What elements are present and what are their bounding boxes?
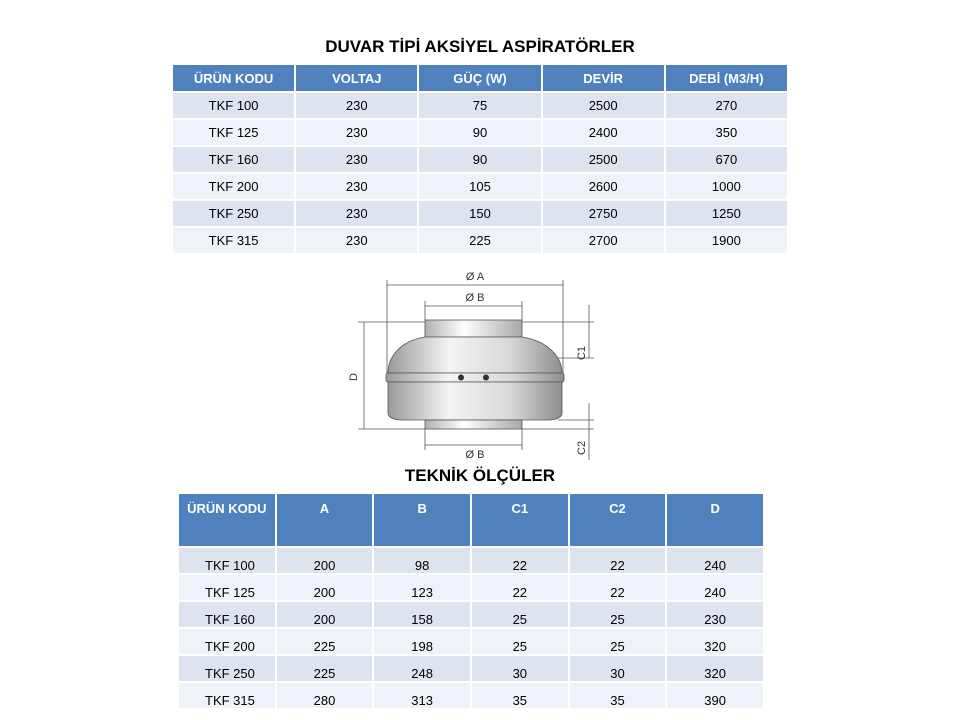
table-cell: 30: [570, 656, 666, 681]
header-b: B: [374, 494, 470, 546]
table-cell: 230: [296, 147, 417, 172]
table-cell: 270: [666, 93, 787, 118]
table-row: [179, 629, 763, 654]
table-cell: 98: [374, 548, 470, 573]
header-c2: C2: [570, 494, 666, 546]
table-row: [173, 174, 787, 199]
table-row: [179, 656, 763, 681]
table-cell: 25: [570, 602, 666, 627]
table-cell: 225: [419, 228, 540, 253]
table-cell: 225: [277, 629, 373, 654]
table-cell: 240: [667, 575, 763, 600]
table-cell: TKF 125: [179, 575, 275, 600]
table-cell: 320: [667, 629, 763, 654]
table-cell: 350: [666, 120, 787, 145]
table-row: [173, 120, 787, 145]
table-cell: 1000: [666, 174, 787, 199]
header-c1: C1: [472, 494, 568, 546]
table-cell: 1250: [666, 201, 787, 226]
table-header-row: [179, 494, 763, 546]
dimension-label-c1: C1: [576, 345, 588, 361]
table-cell: 150: [419, 201, 540, 226]
header-power: GÜÇ (W): [419, 65, 540, 91]
table-cell: 313: [374, 683, 470, 708]
table-cell: 230: [296, 228, 417, 253]
table-cell: 35: [570, 683, 666, 708]
table-row: [179, 575, 763, 600]
header-voltage: VOLTAJ: [296, 65, 417, 91]
table-cell: 390: [667, 683, 763, 708]
table-cell: 22: [472, 548, 568, 573]
table-cell: TKF 200: [173, 174, 294, 199]
dimension-label-a: Ø A: [465, 271, 485, 283]
dimension-label-b-bottom: Ø B: [465, 449, 485, 461]
section-title: TEKNİK ÖLÇÜLER: [404, 466, 556, 485]
table-cell: 248: [374, 656, 470, 681]
table-cell: 230: [667, 602, 763, 627]
header-d: D: [667, 494, 763, 546]
table-cell: 35: [472, 683, 568, 708]
table-cell: 200: [277, 548, 373, 573]
table-cell: TKF 160: [179, 602, 275, 627]
table-header-row: [173, 65, 787, 91]
table-row: [173, 201, 787, 226]
table-cell: 2400: [543, 120, 664, 145]
table-cell: 30: [472, 656, 568, 681]
table-cell: 90: [419, 120, 540, 145]
table-cell: TKF 200: [179, 629, 275, 654]
dimension-label-d: D: [348, 373, 360, 381]
page-title: DUVAR TİPİ AKSİYEL ASPİRATÖRLER: [325, 37, 635, 56]
technical-dimensions-table: [177, 492, 765, 710]
dimension-label-b-top: Ø B: [465, 292, 485, 304]
table-cell: 158: [374, 602, 470, 627]
table-cell: 25: [570, 629, 666, 654]
header-product-code: ÜRÜN KODU: [179, 494, 275, 546]
table-cell: 230: [296, 174, 417, 199]
header-rpm: DEVİR: [543, 65, 664, 91]
table-cell: 75: [419, 93, 540, 118]
table-row: [179, 683, 763, 708]
table-cell: TKF 250: [179, 656, 275, 681]
table-cell: 240: [667, 548, 763, 573]
table-cell: TKF 315: [173, 228, 294, 253]
table-cell: 25: [472, 629, 568, 654]
table-cell: 230: [296, 201, 417, 226]
table-cell: 2750: [543, 201, 664, 226]
table-cell: 225: [277, 656, 373, 681]
table-cell: 22: [472, 575, 568, 600]
table-row: [179, 548, 763, 573]
table-cell: 123: [374, 575, 470, 600]
table-cell: 2500: [543, 93, 664, 118]
table-cell: 200: [277, 575, 373, 600]
table-cell: 25: [472, 602, 568, 627]
table-cell: TKF 250: [173, 201, 294, 226]
product-specs-table: [171, 63, 789, 255]
table-cell: 670: [666, 147, 787, 172]
table-cell: 90: [419, 147, 540, 172]
table-row: [173, 147, 787, 172]
header-product-code: ÜRÜN KODU: [173, 65, 294, 91]
table-cell: TKF 125: [173, 120, 294, 145]
table-cell: TKF 160: [173, 147, 294, 172]
header-flow: DEBİ (M3/H): [666, 65, 787, 91]
table-cell: 2700: [543, 228, 664, 253]
header-a: A: [277, 494, 373, 546]
table-cell: 2600: [543, 174, 664, 199]
table-cell: TKF 100: [173, 93, 294, 118]
table-cell: 2500: [543, 147, 664, 172]
table-cell: 22: [570, 575, 666, 600]
table-cell: 22: [570, 548, 666, 573]
table-cell: 320: [667, 656, 763, 681]
table-cell: 200: [277, 602, 373, 627]
fan-dimension-diagram: [340, 265, 620, 465]
table-cell: 280: [277, 683, 373, 708]
table-cell: 1900: [666, 228, 787, 253]
dimension-label-c2: C2: [576, 440, 588, 456]
table-cell: 105: [419, 174, 540, 199]
table-cell: 230: [296, 120, 417, 145]
table-cell: 198: [374, 629, 470, 654]
table-row: [179, 602, 763, 627]
table-cell: 230: [296, 93, 417, 118]
table-cell: TKF 100: [179, 548, 275, 573]
table-row: [173, 228, 787, 253]
table-cell: TKF 315: [179, 683, 275, 708]
table-row: [173, 93, 787, 118]
